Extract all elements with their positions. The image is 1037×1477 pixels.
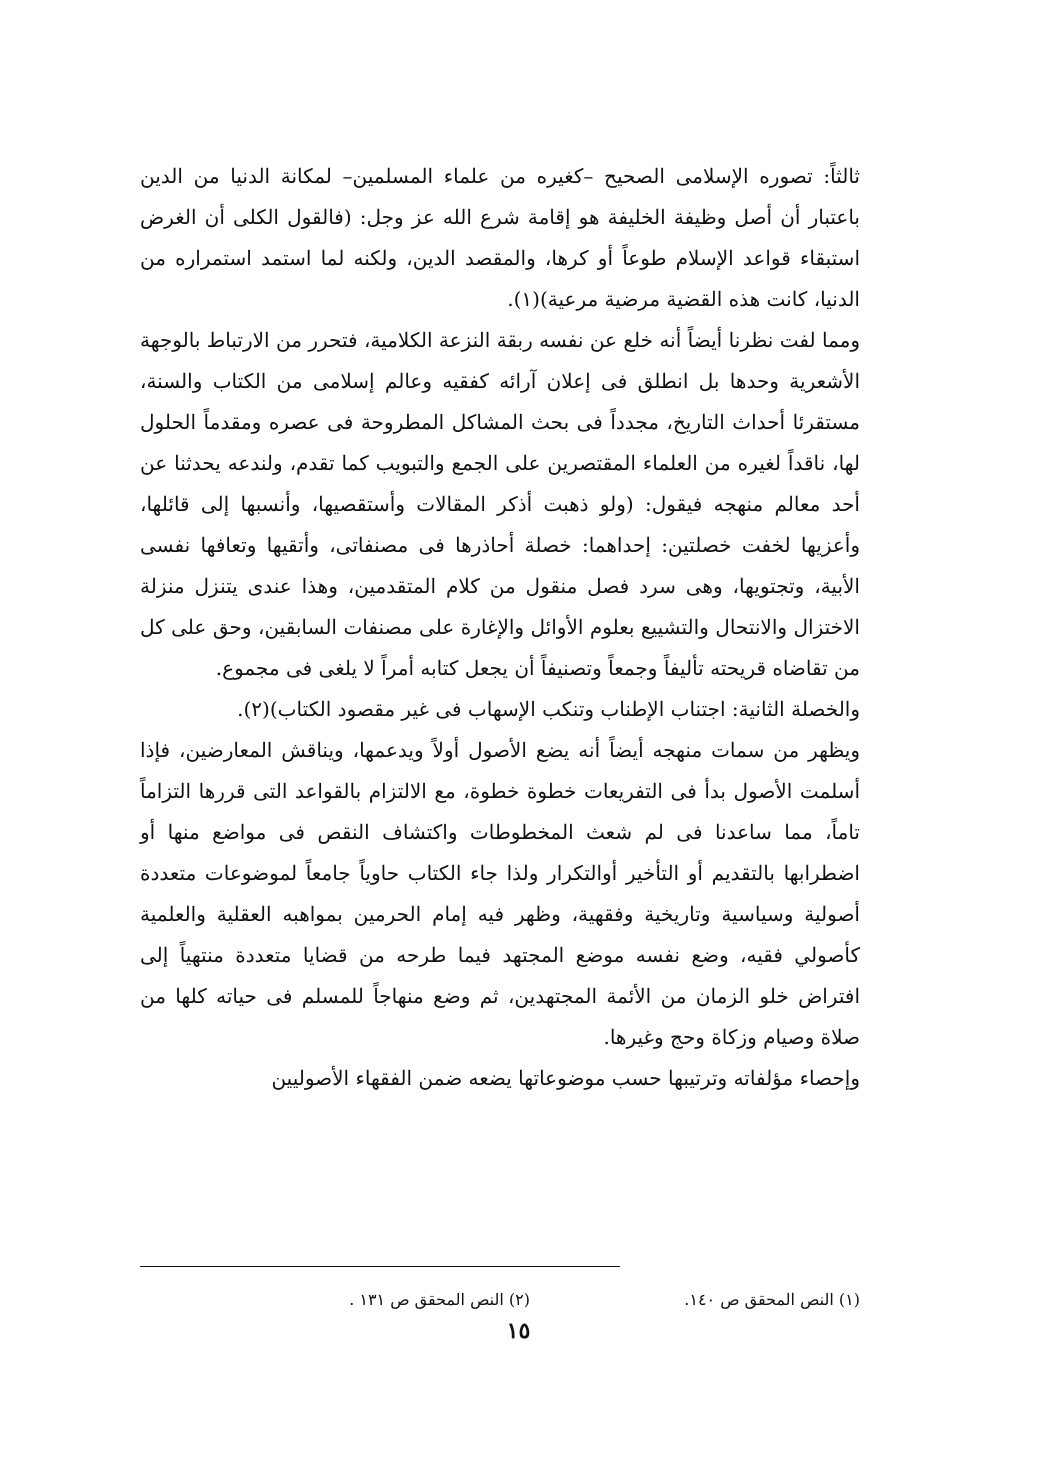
footnote-separator bbox=[140, 1266, 620, 1267]
footnotes bbox=[140, 1290, 860, 1320]
footnote-1: (١) النص المحقق ص ١٤٠. bbox=[684, 1290, 860, 1309]
page-number: ١٥ bbox=[506, 1318, 531, 1344]
paragraph-2: ومما لفت نظرنا أيضاً أنه خلع عن نفسه ربقة النزعة الكلامية، فتحرر من الارتباط بالوجهة الأشعرية وحدها بل انطلق فى إعلان آرائه كفقيه وعالم إسلامى من الكتاب والسنة، مستقرئا أحداث التاريخ، مجدداً فى بحث المشاكل المطروحة فى عصره ومقدماً الحلول لها، ناقداً لغيره من العلماء المقتصرين على الجمع والتبويب كما تقدم، ولندعه يحدثنا عن أحد معالم منهجه فيقول: (ولو ذهبت أذكر المقالات وأستقصيها، وأنسبها إلى قائلها، وأعزيها لخفت خصلتين: إحداهما: خصلة أحاذرها فى مصنفاتى، وأتقيها وتعافها نفسى الأبية، وتجتويها، وهى سرد فصل منقول من كلام المتقدمين، وهذا عندى يتنزل منزلة الاختزال والانتحال والتشييع بعلوم الأوائل والإغارة على مصنفات السابقين، وحق على كل من تقاضاه قريحته تأليفاً وجمعاً وتصنيفاً أن يجعل كتابه أمراً لا يلغى فى مجموع. bbox=[140, 328, 860, 680]
paragraph-1: ثالثاً: تصوره الإسلامى الصحيح –كغيره من علماء المسلمين– لمكانة الدنيا من الدين باعتبار أن أصل وظيفة الخليفة هو إقامة شرع الله عز وجل: (فالقول الكلى أن الغرض استبقاء قواعد الإسلام طوعاً أو كرها، والمقصد الدين، ولكنه لما استمد استمراره من الدنيا، كانت هذه القضية مرضية مرعية)(١). bbox=[140, 164, 860, 311]
paragraph-5: وإحصاء مؤلفاته وترتيبها حسب موضوعاتها يضعه ضمن الفقهاء الأصوليين bbox=[271, 1066, 860, 1090]
paragraph-4: ويظهر من سمات منهجه أيضاً أنه يضع الأصول أولاً ويدعمها، ويناقش المعارضين، فإذا أسلمت الأصول بدأ فى التفريعات خطوة خطوة، مع الالتزام بالقواعد التى قررها التزاماً تاماً، مما ساعدنا فى لم شعث المخطوطات واكتشاف النقص فى مواضع منها أو اضطرابها بالتقديم أو التأخير أوالتكرار ولذا جاء الكتاب حاوياً جامعاً لموضوعات متعددة أصولية وسياسية وتاريخية وفقهية، وظهر فيه إمام الحرمين بمواهبه العقلية والعلمية كأصولي فقيه، وضع نفسه موضع المجتهد فيما طرحه من قضايا متعددة منتهياً إلى افتراض خلو الزمان من الأئمة المجتهدين، ثم وضع منهاجاً للمسلم فى حياته كلها من صلاة وصيام وزكاة وحج وغيرها. bbox=[140, 738, 860, 1049]
body-text bbox=[140, 156, 860, 1099]
paragraph-3: والخصلة الثانية: اجتناب الإطناب وتنكب الإسهاب فى غير مقصود الكتاب)(٢). bbox=[237, 697, 860, 721]
footnote-2: (٢) النص المحقق ص ١٣١ . bbox=[349, 1290, 530, 1309]
